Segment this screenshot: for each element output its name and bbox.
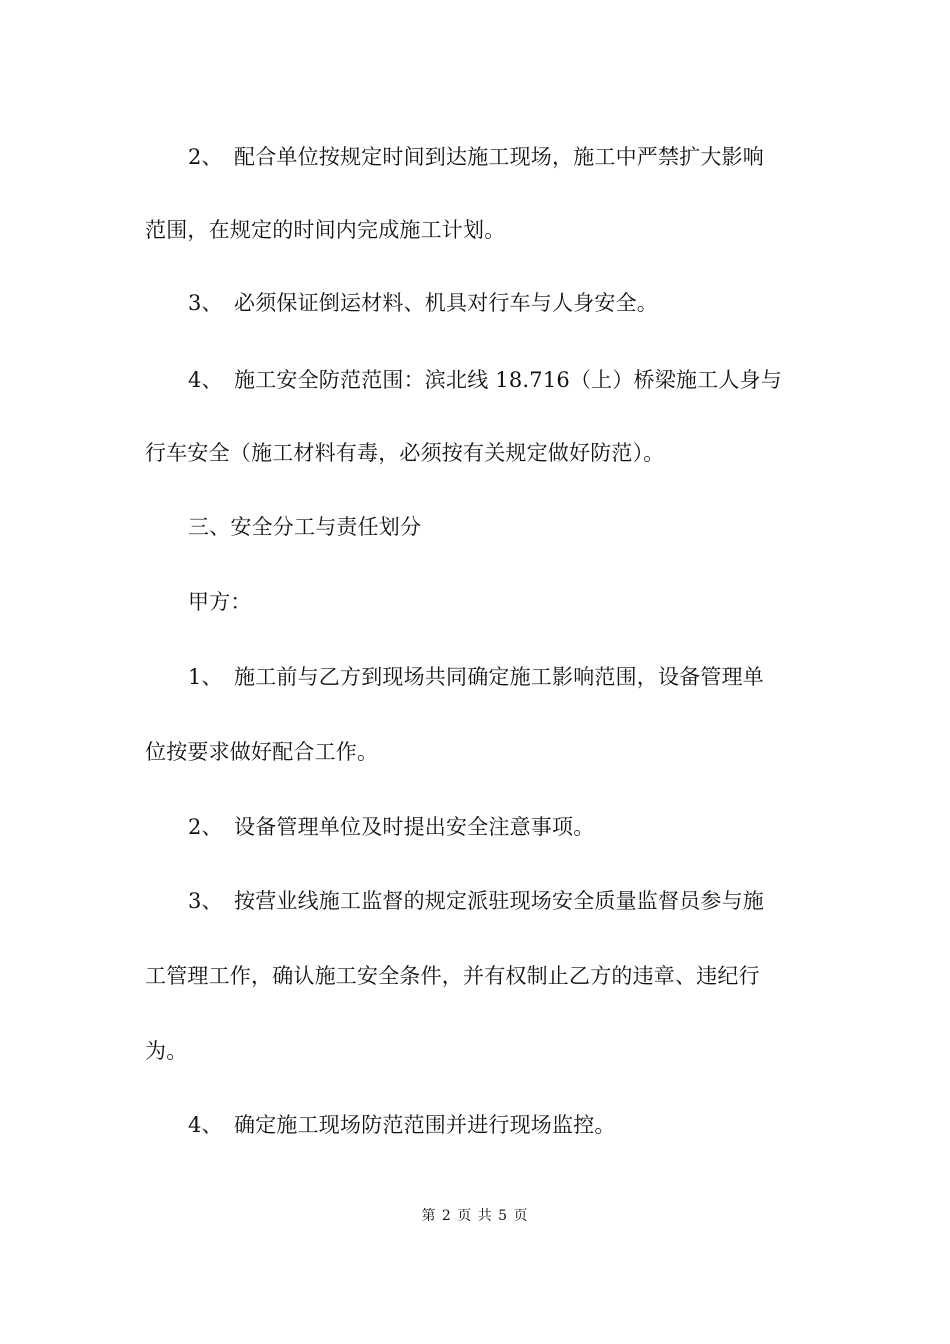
item-number: 2、 [188, 815, 223, 839]
paragraph-line [145, 438, 810, 468]
paragraph-line [188, 1110, 810, 1140]
page-footer [0, 1206, 950, 1226]
paragraph-line [188, 662, 810, 692]
paragraph-text: 三、安全分工与责任划分 [188, 515, 422, 539]
paragraph-text: 施工安全防范范围：滨北线 18.716（上）桥梁施工人身与 [234, 368, 782, 392]
paragraph-text: 必须保证倒运材料、机具对行车与人身安全。 [234, 291, 658, 315]
item-number: 1、 [188, 665, 223, 689]
paragraph-line [188, 288, 810, 318]
paragraph-line [188, 365, 810, 395]
paragraph-text: 位按要求做好配合工作。 [145, 740, 379, 764]
paragraph-text: 按营业线施工监督的规定派驻现场安全质量监督员参与施 [234, 889, 764, 913]
paragraph-line [188, 142, 810, 172]
paragraph-text: 为。 [145, 1039, 188, 1063]
paragraph-line [188, 886, 810, 916]
paragraph-line [145, 1036, 810, 1066]
paragraph-line [145, 737, 810, 767]
paragraph-text: 行车安全（施工材料有毒，必须按有关规定做好防范）。 [145, 441, 665, 465]
paragraph-text: 配合单位按规定时间到达施工现场，施工中严禁扩大影响 [234, 145, 764, 169]
paragraph-text: 设备管理单位及时提出安全注意事项。 [234, 815, 595, 839]
paragraph-line [145, 215, 810, 245]
paragraph-line [145, 961, 810, 991]
party-label [188, 587, 810, 617]
paragraph-text: 确定施工现场防范范围并进行现场监控。 [234, 1113, 616, 1137]
item-number: 4、 [188, 368, 223, 392]
item-number: 2、 [188, 145, 223, 169]
item-number: 3、 [188, 889, 223, 913]
paragraph-text: 工管理工作，确认施工安全条件，并有权制止乙方的违章、违纪行 [145, 964, 760, 988]
paragraph-text: 范围，在规定的时间内完成施工计划。 [145, 218, 506, 242]
item-number: 3、 [188, 291, 223, 315]
paragraph-text: 甲方： [188, 590, 252, 614]
paragraph-text: 施工前与乙方到现场共同确定施工影响范围，设备管理单 [234, 665, 764, 689]
page-number-label: 第 2 页 共 5 页 [421, 1208, 529, 1224]
paragraph-line [188, 812, 810, 842]
item-number: 4、 [188, 1113, 223, 1137]
section-heading [188, 512, 810, 542]
